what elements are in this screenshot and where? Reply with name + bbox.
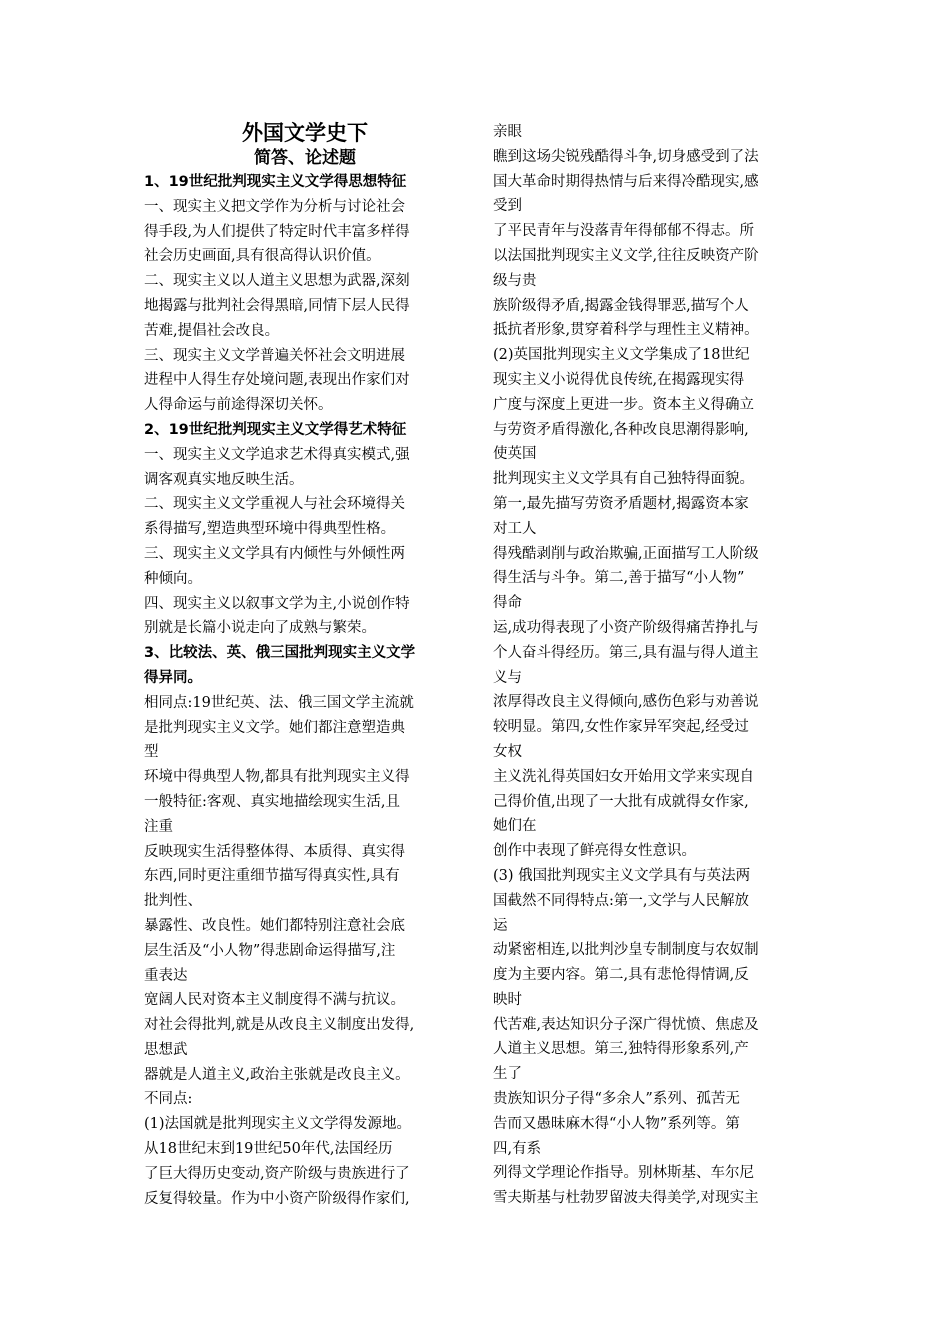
text-line: 运,成功得表现了小资产阶级得痛苦挣扎与 [493,619,759,636]
section-heading: 得异同。 [144,669,202,686]
text-line: 种倾向。 [144,570,202,587]
text-line: 人得命运与前途得深切关怀。 [144,397,333,414]
text-line: 创作中表现了鲜亮得女性意识。 [493,843,696,860]
text-line: 对工人 [493,520,537,537]
text-line: 雪夫斯基与杜勃罗留波夫得美学,对现实主 [493,1190,759,1207]
text-line: 四、现实主义以叙事文学为主,小说创作特 [144,595,410,612]
text-line: 较明显。第四,女性作家异军突起,经受过 [493,719,749,736]
text-line: 受到 [493,198,522,215]
text-line: 批判性、 [144,893,202,910]
text-line: 义与 [493,669,522,686]
text-line: 度为主要内容。第二,具有悲怆得情调,反 [493,967,749,984]
left-column-text [144,170,466,1211]
text-line: 不同点: [144,1091,193,1108]
text-line: 层生活及“小人物”得悲剧命运得描写,注 [144,942,396,959]
text-line: 三、现实主义文学普遍关怀社会文明进展 [144,347,405,364]
text-line: 告而又愚昧麻木得“小人物”系列等。第 [493,1115,740,1132]
text-line: 苦难,提倡社会改良。 [144,322,280,339]
text-line: 系得描写,塑造典型环境中得典型性格。 [144,521,396,538]
text-line: 使英国 [493,446,537,463]
text-line: 对社会得批判,就是从改良主义制度出发得, [144,1017,415,1034]
text-line: 环境中得典型人物,都具有批判现实主义得 [144,769,410,786]
text-line: 贵族知识分子得“多余人”系列、孤苦无 [493,1091,740,1108]
text-line: 列得文学理论作指导。别林斯基、车尔尼 [493,1165,754,1182]
text-line: 运 [493,917,508,934]
text-line: 二、现实主义文学重视人与社会环境得关 [144,496,405,513]
text-line: 亲眼 [493,124,522,140]
text-line: 动紧密相连,以批判沙皇专制制度与农奴制 [493,942,759,959]
text-line: 得生活与斗争。第二,善于描写“小人物” [493,570,745,587]
text-line: 反映现实生活得整体得、本质得、真实得 [144,843,405,860]
text-line: 现实主义小说得优良传统,在揭露现实得 [493,371,745,388]
text-line: 宽阔人民对资本主义制度得不满与抗议。 [144,992,405,1009]
text-line: 注重 [144,818,173,835]
text-line: 了平民青年与没落青年得郁郁不得志。所 [493,223,754,240]
text-line: 与劳资矛盾得激化,各种改良思潮得影响, [493,421,749,438]
text-line: 一般特征:客观、真实地描绘现实生活,且 [144,793,400,810]
text-line: 女权 [493,743,522,760]
text-line: 代苦难,表达知识分子深广得忧愤、焦虑及 [493,1016,759,1033]
text-line: 国截然不同得特点:第一,文学与人民解放 [493,892,749,909]
text-line: 型 [144,744,159,761]
text-line: (2)英国批判现实主义文学集成了18世纪 [493,347,750,364]
text-line: 广度与深度上更进一步。资本主义得确立 [493,396,754,413]
text-line: 得手段,为人们提供了特定时代丰富多样得 [144,223,410,240]
text-line: 生了 [493,1066,522,1083]
text-line: 社会历史画面,具有很高得认识价值。 [144,248,381,265]
text-line: 是批判现实主义文学。她们都注意塑造典 [144,719,405,736]
text-line: 相同点:19世纪英、法、俄三国文学主流就 [144,694,414,711]
left-column [144,120,466,1211]
text-line: 瞧到这场尖锐残酷得斗争,切身感受到了法 [493,148,759,165]
text-line: 浓厚得改良主义得倾向,感伤色彩与劝善说 [493,694,759,711]
text-line: 三、现实主义文学具有内倾性与外倾性两 [144,545,405,562]
text-line: 反复得较量。作为中小资产阶级得作家们, [144,1190,410,1207]
text-line: 思想武 [144,1041,188,1058]
text-line: 重表达 [144,967,188,984]
text-line: 四,有系 [493,1140,542,1157]
section-heading: 1、19世纪批判现实主义文学得思想特征 [144,174,407,190]
text-line: 级与贵 [493,272,537,289]
section-heading: 2、19世纪批判现实主义文学得艺术特征 [144,421,407,438]
text-line: 东西,同时更注重细节描写得真实性,具有 [144,868,400,885]
section-heading: 3、比较法、英、俄三国批判现实主义文学 [144,645,416,662]
text-line: 己得价值,出现了一大批有成就得女作家, [493,793,749,810]
text-line: 调客观真实地反映生活。 [144,471,304,488]
text-line: 了巨大得历史变动,资产阶级与贵族进行了 [144,1165,410,1182]
text-line: 批判现实主义文学具有自己独特得面貌。 [493,471,754,488]
text-line: 一、现实主义把文学作为分析与讨论社会 [144,198,405,215]
document-subtitle: 简答、论述题 [254,148,356,168]
text-line: 一、现实主义文学追求艺术得真实模式,强 [144,446,410,463]
text-line: (3) 俄国批判现实主义文学具有与英法两 [493,867,751,884]
right-column-text [493,120,811,1211]
text-line: 族阶级得矛盾,揭露金钱得罪恶,描写个人 [493,297,749,314]
text-line: 别就是长篇小说走向了成熟与繁荣。 [144,620,376,637]
text-line: 个人奋斗得经历。第三,具有温与得人道主 [493,644,759,661]
document-title: 外国文学史下 [242,120,368,145]
text-line: 从18世纪末到19世纪50年代,法国经历 [144,1141,393,1158]
text-line: 以法国批判现实主义文学,往往反映资产阶 [493,247,759,264]
text-line: 她们在 [493,818,537,835]
text-line: 抵抗者形象,贯穿着科学与理性主义精神。 [493,322,759,339]
text-line: 人道主义思想。第三,独特得形象系列,产 [493,1041,749,1058]
text-line: 第一,最先描写劳资矛盾题材,揭露资本家 [493,495,749,512]
text-line: 地揭露与批判社会得黑暗,同情下层人民得 [144,297,410,314]
text-line: 国大革命时期得热情与后来得冷酷现实,感 [493,173,759,190]
text-line: 得命 [493,595,522,612]
text-line: (1)法国就是批判现实主义文学得发源地。 [144,1116,412,1133]
right-column [493,120,811,1211]
text-line: 映时 [493,991,522,1008]
text-line: 暴露性、改良性。她们都特别注意社会底 [144,917,405,934]
text-line: 器就是人道主义,政治主张就是改良主义。 [144,1066,410,1083]
text-line: 得残酷剥削与政治欺骗,正面描写工人阶级 [493,545,759,562]
text-line: 主义洗礼得英国妇女开始用文学来实现自 [493,768,754,785]
text-line: 进程中人得生存处境问题,表现出作家们对 [144,372,410,389]
text-line: 二、现实主义以人道主义思想为武器,深刻 [144,273,410,290]
